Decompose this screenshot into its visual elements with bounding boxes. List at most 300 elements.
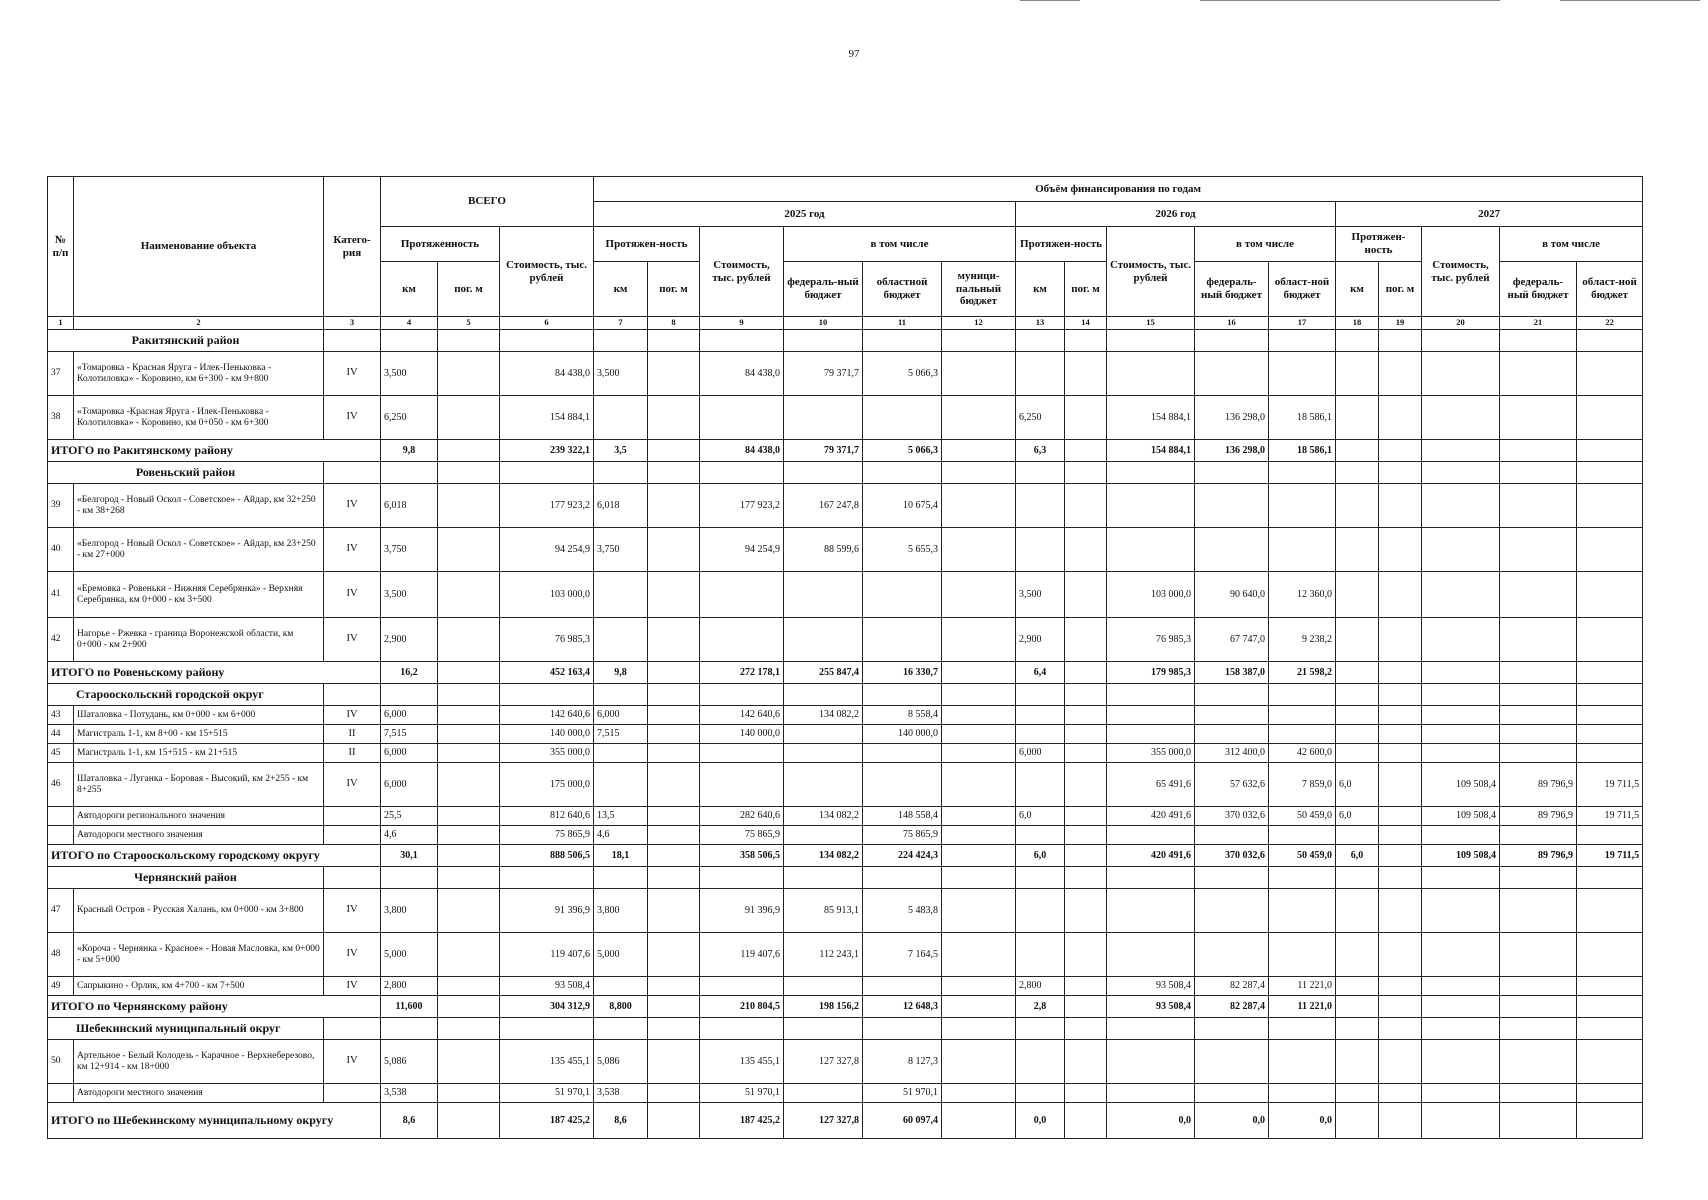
value-cell xyxy=(1016,706,1065,725)
total-value: 0,0 xyxy=(1195,1103,1269,1139)
value-cell xyxy=(942,807,1016,826)
value-cell xyxy=(1107,528,1195,572)
empty-cell xyxy=(1379,867,1422,889)
category xyxy=(324,807,381,826)
column-index: 17 xyxy=(1269,317,1336,330)
value-cell: 7,515 xyxy=(594,725,648,744)
header-pogm-2027: пог. м xyxy=(1379,262,1422,317)
total-value xyxy=(648,440,700,462)
value-cell: 154 884,1 xyxy=(500,396,594,440)
value-cell xyxy=(1577,744,1643,763)
row-number: 45 xyxy=(48,744,74,763)
total-value: 79 371,7 xyxy=(784,440,863,462)
section-title: Старооскольский городской округ xyxy=(48,684,324,706)
table-row xyxy=(48,1084,1643,1103)
empty-cell xyxy=(500,684,594,706)
scan-edge-line xyxy=(1560,0,1700,1)
value-cell xyxy=(1107,352,1195,396)
value-cell xyxy=(700,572,784,618)
value-cell: 6,0 xyxy=(1016,807,1065,826)
table-row xyxy=(48,618,1643,662)
empty-cell xyxy=(1107,867,1195,889)
value-cell: 6,000 xyxy=(381,763,438,807)
table-row xyxy=(48,933,1643,977)
value-cell xyxy=(1269,706,1336,725)
total-value: 255 847,4 xyxy=(784,662,863,684)
empty-cell xyxy=(594,330,648,352)
value-cell xyxy=(1422,528,1500,572)
table-row xyxy=(48,484,1643,528)
total-value xyxy=(1336,662,1379,684)
value-cell xyxy=(1107,933,1195,977)
object-name: «Еремовка - Ровеньки - Нижняя Серебрянка» - Верхняя Серебрянка, км 0+000 - км 3+500 xyxy=(74,572,324,618)
empty-cell xyxy=(594,867,648,889)
value-cell: 94 254,9 xyxy=(500,528,594,572)
header-obl-2027: област-ной бюджет xyxy=(1577,262,1643,317)
header-pogm-2025: пог. м xyxy=(648,262,700,317)
empty-cell xyxy=(594,684,648,706)
value-cell: 5,086 xyxy=(381,1040,438,1084)
category: IV xyxy=(324,352,381,396)
value-cell xyxy=(1422,1084,1500,1103)
total-value xyxy=(648,662,700,684)
value-cell: 3,500 xyxy=(381,352,438,396)
empty-cell xyxy=(1195,462,1269,484)
object-name: Автодороги местного значения xyxy=(74,826,324,845)
value-cell xyxy=(700,744,784,763)
value-cell: 6,000 xyxy=(381,706,438,725)
header-pogm-2026: пог. м xyxy=(1065,262,1107,317)
value-cell xyxy=(1195,889,1269,933)
value-cell: 3,800 xyxy=(381,889,438,933)
total-value xyxy=(942,996,1016,1018)
header-length-2027: Протяжен-ность xyxy=(1336,227,1422,262)
value-cell xyxy=(1336,826,1379,845)
total-value: 6,0 xyxy=(1336,845,1379,867)
value-cell xyxy=(648,572,700,618)
empty-cell xyxy=(784,462,863,484)
header-cost-2025: Стоимость, тыс. рублей xyxy=(700,227,784,317)
empty-cell xyxy=(324,1018,381,1040)
value-cell xyxy=(648,763,700,807)
value-cell: 6,0 xyxy=(1336,807,1379,826)
value-cell: 109 508,4 xyxy=(1422,763,1500,807)
value-cell xyxy=(942,1040,1016,1084)
empty-cell xyxy=(1422,462,1500,484)
empty-cell xyxy=(1065,1018,1107,1040)
empty-cell xyxy=(1269,867,1336,889)
value-cell xyxy=(784,618,863,662)
value-cell: 2,800 xyxy=(381,977,438,996)
value-cell xyxy=(648,528,700,572)
value-cell xyxy=(1016,528,1065,572)
header-km: км xyxy=(381,262,438,317)
value-cell xyxy=(1107,725,1195,744)
value-cell xyxy=(1336,1084,1379,1103)
column-index: 18 xyxy=(1336,317,1379,330)
value-cell xyxy=(784,763,863,807)
header-fed-2026: федераль-ный бюджет xyxy=(1195,262,1269,317)
empty-cell xyxy=(1500,462,1577,484)
value-cell xyxy=(1195,1084,1269,1103)
category: IV xyxy=(324,706,381,725)
value-cell: 5 483,8 xyxy=(863,889,942,933)
header-funding: Объём финансирования по годам xyxy=(594,177,1643,202)
total-value: 134 082,2 xyxy=(784,845,863,867)
value-cell xyxy=(1336,933,1379,977)
column-index: 7 xyxy=(594,317,648,330)
total-value: 50 459,0 xyxy=(1269,845,1336,867)
section-title: Ракитянский район xyxy=(48,330,324,352)
value-cell xyxy=(942,572,1016,618)
total-label: ИТОГО по Шебекинскому муниципальному округу xyxy=(48,1103,381,1139)
column-index: 21 xyxy=(1500,317,1577,330)
value-cell xyxy=(1269,1040,1336,1084)
value-cell: 136 298,0 xyxy=(1195,396,1269,440)
value-cell: 50 459,0 xyxy=(1269,807,1336,826)
column-index: 2 xyxy=(74,317,324,330)
value-cell xyxy=(648,618,700,662)
empty-cell xyxy=(942,1018,1016,1040)
value-cell xyxy=(1422,618,1500,662)
value-cell xyxy=(1065,706,1107,725)
value-cell xyxy=(1500,744,1577,763)
empty-cell xyxy=(438,330,500,352)
table-row xyxy=(48,396,1643,440)
value-cell xyxy=(784,977,863,996)
value-cell: 103 000,0 xyxy=(500,572,594,618)
row-number: 46 xyxy=(48,763,74,807)
empty-cell xyxy=(324,462,381,484)
row-number: 41 xyxy=(48,572,74,618)
value-cell xyxy=(438,528,500,572)
value-cell xyxy=(1379,977,1422,996)
total-value xyxy=(1422,440,1500,462)
value-cell xyxy=(648,706,700,725)
value-cell xyxy=(1500,618,1577,662)
value-cell: 135 455,1 xyxy=(500,1040,594,1084)
empty-cell xyxy=(942,330,1016,352)
total-value: 109 508,4 xyxy=(1422,845,1500,867)
value-cell: 8 558,4 xyxy=(863,706,942,725)
table-body xyxy=(48,317,1643,1139)
value-cell xyxy=(1336,706,1379,725)
total-value xyxy=(1065,440,1107,462)
object-name: Красный Остров - Русская Халань, км 0+000 - км 3+800 xyxy=(74,889,324,933)
value-cell xyxy=(1065,1040,1107,1084)
value-cell xyxy=(1500,977,1577,996)
total-value: 8,6 xyxy=(594,1103,648,1139)
value-cell xyxy=(438,618,500,662)
total-value xyxy=(1336,1103,1379,1139)
table-row xyxy=(48,763,1643,807)
header-total: ВСЕГО xyxy=(381,177,594,227)
value-cell xyxy=(1500,1084,1577,1103)
empty-cell xyxy=(1336,867,1379,889)
total-value: 370 032,6 xyxy=(1195,845,1269,867)
empty-cell xyxy=(438,1018,500,1040)
total-value: 272 178,1 xyxy=(700,662,784,684)
total-value: 84 438,0 xyxy=(700,440,784,462)
column-index: 4 xyxy=(381,317,438,330)
value-cell xyxy=(700,396,784,440)
value-cell xyxy=(1379,933,1422,977)
empty-cell xyxy=(1016,684,1065,706)
value-cell xyxy=(1379,528,1422,572)
value-cell xyxy=(1107,1040,1195,1084)
header-cost-2026: Стоимость, тыс. рублей xyxy=(1107,227,1195,317)
value-cell xyxy=(1379,826,1422,845)
value-cell: 19 711,5 xyxy=(1577,763,1643,807)
category: IV xyxy=(324,396,381,440)
value-cell xyxy=(1336,484,1379,528)
empty-cell xyxy=(1336,462,1379,484)
empty-cell xyxy=(1195,867,1269,889)
value-cell xyxy=(1577,572,1643,618)
empty-cell xyxy=(1422,867,1500,889)
value-cell: 4,6 xyxy=(381,826,438,845)
empty-cell xyxy=(1422,684,1500,706)
row-number: 44 xyxy=(48,725,74,744)
header-km-2027: км xyxy=(1336,262,1379,317)
value-cell: 148 558,4 xyxy=(863,807,942,826)
value-cell xyxy=(784,572,863,618)
value-cell: 355 000,0 xyxy=(500,744,594,763)
empty-cell xyxy=(942,867,1016,889)
column-index: 16 xyxy=(1195,317,1269,330)
value-cell: 140 000,0 xyxy=(500,725,594,744)
value-cell: 18 586,1 xyxy=(1269,396,1336,440)
value-cell xyxy=(1336,889,1379,933)
value-cell xyxy=(648,484,700,528)
column-index: 12 xyxy=(942,317,1016,330)
value-cell: 134 082,2 xyxy=(784,706,863,725)
value-cell: 57 632,6 xyxy=(1195,763,1269,807)
total-value: 452 163,4 xyxy=(500,662,594,684)
table-row xyxy=(48,744,1643,763)
value-cell xyxy=(438,396,500,440)
total-value xyxy=(1379,662,1422,684)
value-cell: 84 438,0 xyxy=(500,352,594,396)
section-header-row xyxy=(48,684,1643,706)
category xyxy=(324,1084,381,1103)
empty-cell xyxy=(1107,330,1195,352)
value-cell: 79 371,7 xyxy=(784,352,863,396)
value-cell xyxy=(1016,725,1065,744)
value-cell xyxy=(1016,484,1065,528)
value-cell: 5,086 xyxy=(594,1040,648,1084)
row-number: 50 xyxy=(48,1040,74,1084)
funding-table xyxy=(47,176,1643,1139)
header-km-2026: км xyxy=(1016,262,1065,317)
value-cell: 67 747,0 xyxy=(1195,618,1269,662)
header-obl-2026: област-ной бюджет xyxy=(1269,262,1336,317)
value-cell xyxy=(594,396,648,440)
empty-cell xyxy=(594,1018,648,1040)
value-cell: 3,500 xyxy=(1016,572,1065,618)
category: IV xyxy=(324,572,381,618)
value-cell xyxy=(1422,396,1500,440)
row-number: 38 xyxy=(48,396,74,440)
header-fed-2025: федераль-ный бюджет xyxy=(784,262,863,317)
value-cell: 7,515 xyxy=(381,725,438,744)
total-value xyxy=(1577,996,1643,1018)
empty-cell xyxy=(1107,684,1195,706)
column-index: 6 xyxy=(500,317,594,330)
value-cell: 175 000,0 xyxy=(500,763,594,807)
value-cell: 5 066,3 xyxy=(863,352,942,396)
value-cell xyxy=(1336,528,1379,572)
empty-cell xyxy=(863,1018,942,1040)
table-row xyxy=(48,706,1643,725)
header-length: Протяженность xyxy=(381,227,500,262)
value-cell xyxy=(438,1084,500,1103)
total-value: 89 796,9 xyxy=(1500,845,1577,867)
header-incl-2027: в том числе xyxy=(1500,227,1643,262)
value-cell xyxy=(1336,572,1379,618)
value-cell xyxy=(1422,1040,1500,1084)
value-cell: 167 247,8 xyxy=(784,484,863,528)
value-cell xyxy=(1577,889,1643,933)
total-value: 18,1 xyxy=(594,845,648,867)
empty-cell xyxy=(500,330,594,352)
total-value xyxy=(648,996,700,1018)
value-cell xyxy=(1195,352,1269,396)
total-value xyxy=(942,662,1016,684)
value-cell xyxy=(1422,706,1500,725)
total-value xyxy=(942,845,1016,867)
total-value: 5 066,3 xyxy=(863,440,942,462)
empty-cell xyxy=(700,330,784,352)
empty-cell xyxy=(324,684,381,706)
value-cell xyxy=(942,889,1016,933)
total-value xyxy=(1500,662,1577,684)
total-value xyxy=(1379,996,1422,1018)
empty-cell xyxy=(324,330,381,352)
header-fed-2027: федераль-ный бюджет xyxy=(1500,262,1577,317)
total-value xyxy=(942,1103,1016,1139)
value-cell xyxy=(648,1084,700,1103)
value-cell xyxy=(438,572,500,618)
value-cell xyxy=(1336,725,1379,744)
column-index: 22 xyxy=(1577,317,1643,330)
total-value: 358 506,5 xyxy=(700,845,784,867)
value-cell xyxy=(784,396,863,440)
value-cell xyxy=(700,618,784,662)
value-cell xyxy=(1016,763,1065,807)
value-cell: 3,538 xyxy=(594,1084,648,1103)
value-cell xyxy=(1577,484,1643,528)
total-value xyxy=(1422,662,1500,684)
value-cell: 91 396,9 xyxy=(700,889,784,933)
value-cell: 6,000 xyxy=(1016,744,1065,763)
total-value: 6,0 xyxy=(1016,845,1065,867)
total-value xyxy=(1379,1103,1422,1139)
value-cell: 65 491,6 xyxy=(1107,763,1195,807)
total-value xyxy=(1065,996,1107,1018)
value-cell xyxy=(648,725,700,744)
column-index: 13 xyxy=(1016,317,1065,330)
value-cell xyxy=(863,763,942,807)
value-cell xyxy=(942,528,1016,572)
value-cell xyxy=(1065,889,1107,933)
value-cell: 6,0 xyxy=(1336,763,1379,807)
total-value xyxy=(438,440,500,462)
value-cell: 6,018 xyxy=(381,484,438,528)
empty-cell xyxy=(1065,330,1107,352)
empty-cell xyxy=(700,462,784,484)
value-cell: 51 970,1 xyxy=(700,1084,784,1103)
row-number: 39 xyxy=(48,484,74,528)
value-cell: 3,800 xyxy=(594,889,648,933)
total-value: 420 491,6 xyxy=(1107,845,1195,867)
object-name: Нагорье - Ржевка - граница Воронежской области, км 0+000 - км 2+900 xyxy=(74,618,324,662)
header-name: Наименование объекта xyxy=(74,177,324,317)
column-index: 19 xyxy=(1379,317,1422,330)
value-cell xyxy=(863,396,942,440)
value-cell xyxy=(1577,1040,1643,1084)
value-cell xyxy=(700,763,784,807)
value-cell xyxy=(1195,1040,1269,1084)
empty-cell xyxy=(1016,1018,1065,1040)
value-cell xyxy=(1065,396,1107,440)
empty-cell xyxy=(942,684,1016,706)
value-cell xyxy=(1195,706,1269,725)
header-2027: 2027 xyxy=(1336,202,1643,227)
total-value: 9,8 xyxy=(381,440,438,462)
section-header-row xyxy=(48,330,1643,352)
object-name: Магистраль 1-1, км 15+515 - км 21+515 xyxy=(74,744,324,763)
section-title: Шебекинский муниципальный округ xyxy=(48,1018,324,1040)
column-index: 1 xyxy=(48,317,74,330)
value-cell: 51 970,1 xyxy=(863,1084,942,1103)
column-index: 14 xyxy=(1065,317,1107,330)
total-value: 82 287,4 xyxy=(1195,996,1269,1018)
value-cell: 85 913,1 xyxy=(784,889,863,933)
column-index: 11 xyxy=(863,317,942,330)
value-cell xyxy=(1016,889,1065,933)
value-cell: 103 000,0 xyxy=(1107,572,1195,618)
value-cell xyxy=(1379,396,1422,440)
empty-cell xyxy=(381,684,438,706)
row-number: 43 xyxy=(48,706,74,725)
total-value: 158 387,0 xyxy=(1195,662,1269,684)
table-row xyxy=(48,352,1643,396)
value-cell xyxy=(1269,826,1336,845)
empty-cell xyxy=(700,1018,784,1040)
value-cell xyxy=(594,618,648,662)
value-cell xyxy=(1500,572,1577,618)
empty-cell xyxy=(1016,867,1065,889)
value-cell xyxy=(648,396,700,440)
table-row xyxy=(48,528,1643,572)
value-cell xyxy=(648,352,700,396)
value-cell xyxy=(1422,352,1500,396)
value-cell xyxy=(438,933,500,977)
value-cell xyxy=(784,1084,863,1103)
total-value: 187 425,2 xyxy=(700,1103,784,1139)
empty-cell xyxy=(1336,330,1379,352)
total-value: 187 425,2 xyxy=(500,1103,594,1139)
empty-cell xyxy=(1577,462,1643,484)
value-cell xyxy=(1422,484,1500,528)
value-cell xyxy=(1577,1084,1643,1103)
value-cell xyxy=(1269,933,1336,977)
value-cell xyxy=(1065,977,1107,996)
value-cell xyxy=(438,352,500,396)
value-cell: 177 923,2 xyxy=(700,484,784,528)
value-cell xyxy=(1016,933,1065,977)
